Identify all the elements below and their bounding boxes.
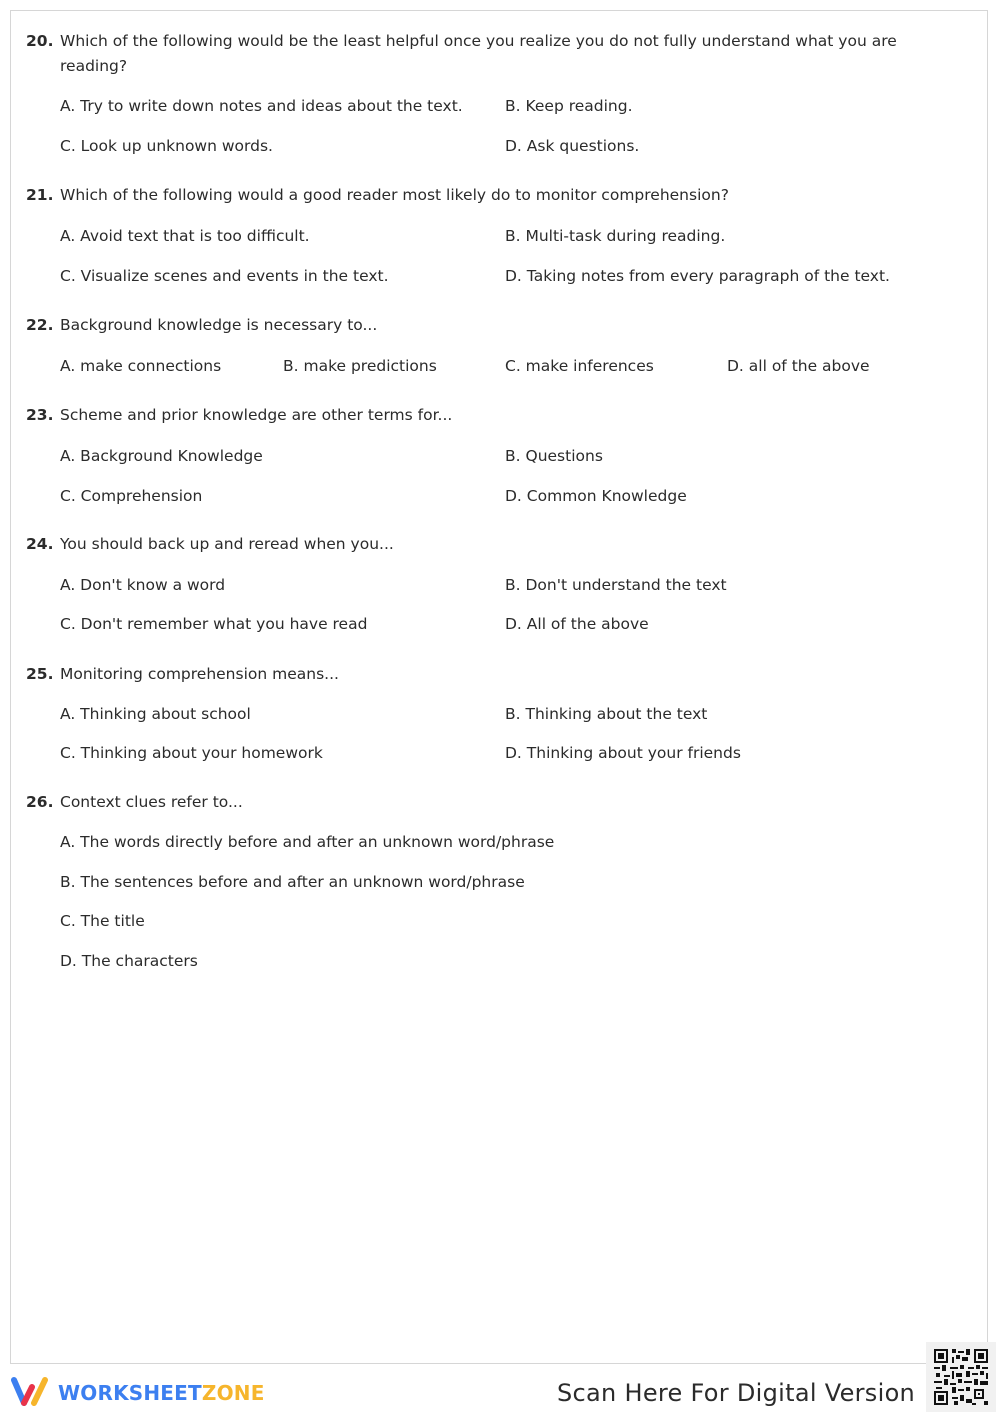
question-number: 22. bbox=[26, 316, 54, 334]
option-c: C. Comprehension bbox=[60, 487, 203, 505]
scan-here-text: Scan Here For Digital Version bbox=[557, 1379, 916, 1407]
option-a: A. The words directly before and after an unknown word/phrase bbox=[60, 833, 555, 851]
brand-name bbox=[58, 1381, 265, 1405]
option-b: B. Keep reading. bbox=[505, 97, 633, 115]
question-stem: You should back up and reread when you... bbox=[60, 535, 394, 553]
option-a: A. Thinking about school bbox=[60, 705, 251, 723]
brand-part-zone: ZONE bbox=[201, 1381, 265, 1405]
question-stem: Context clues refer to... bbox=[60, 793, 243, 811]
option-d: D. Taking notes from every paragraph of the text. bbox=[505, 267, 890, 285]
question-number: 24. bbox=[26, 535, 54, 553]
option-d: D. Thinking about your friends bbox=[505, 744, 741, 762]
option-b: B. Multi-task during reading. bbox=[505, 227, 726, 245]
option-b: B. Questions bbox=[505, 447, 603, 465]
option-c: C. Don't remember what you have read bbox=[60, 615, 368, 633]
question-stem: Monitoring comprehension means... bbox=[60, 665, 339, 683]
option-a: A. Background Knowledge bbox=[60, 447, 263, 465]
worksheetzone-logo[interactable] bbox=[10, 1376, 265, 1410]
option-d: D. Common Knowledge bbox=[505, 487, 687, 505]
option-a: A. Try to write down notes and ideas about the text. bbox=[60, 97, 463, 115]
option-d: D. The characters bbox=[60, 952, 198, 970]
option-d: D. all of the above bbox=[727, 357, 870, 375]
option-b: B. Don't understand the text bbox=[505, 576, 727, 594]
option-b: B. The sentences before and after an unknown word/phrase bbox=[60, 873, 525, 891]
option-b: B. Thinking about the text bbox=[505, 705, 708, 723]
question-number: 21. bbox=[26, 186, 54, 204]
question-stem: Scheme and prior knowledge are other terms for... bbox=[60, 406, 453, 424]
qr-code[interactable] bbox=[926, 1342, 996, 1412]
brand-part-worksheet: WORKSHEET bbox=[58, 1381, 202, 1405]
question-stem: Background knowledge is necessary to... bbox=[60, 316, 378, 334]
question-number: 26. bbox=[26, 793, 54, 811]
worksheet-frame bbox=[10, 10, 988, 1364]
option-a: A. Don't know a word bbox=[60, 576, 226, 594]
option-a: A. make connections bbox=[60, 357, 222, 375]
question-number: 23. bbox=[26, 406, 54, 424]
option-b: B. make predictions bbox=[283, 357, 437, 375]
option-a: A. Avoid text that is too difficult. bbox=[60, 227, 310, 245]
question-stem: Which of the following would be the least helpful once you realize you do not fully understand what you are reading? bbox=[60, 32, 897, 75]
question-stem: Which of the following would a good reader most likely do to monitor comprehension? bbox=[60, 186, 729, 204]
option-c: C. make inferences bbox=[505, 357, 654, 375]
option-c: C. Look up unknown words. bbox=[60, 137, 273, 155]
option-c: C. The title bbox=[60, 912, 145, 930]
option-c: C. Visualize scenes and events in the text. bbox=[60, 267, 389, 285]
option-d: D. All of the above bbox=[505, 615, 649, 633]
option-d: D. Ask questions. bbox=[505, 137, 640, 155]
question-number: 25. bbox=[26, 665, 54, 683]
option-c: C. Thinking about your homework bbox=[60, 744, 323, 762]
worksheetzone-logo-icon bbox=[10, 1375, 50, 1411]
question-number: 20. bbox=[26, 32, 54, 50]
